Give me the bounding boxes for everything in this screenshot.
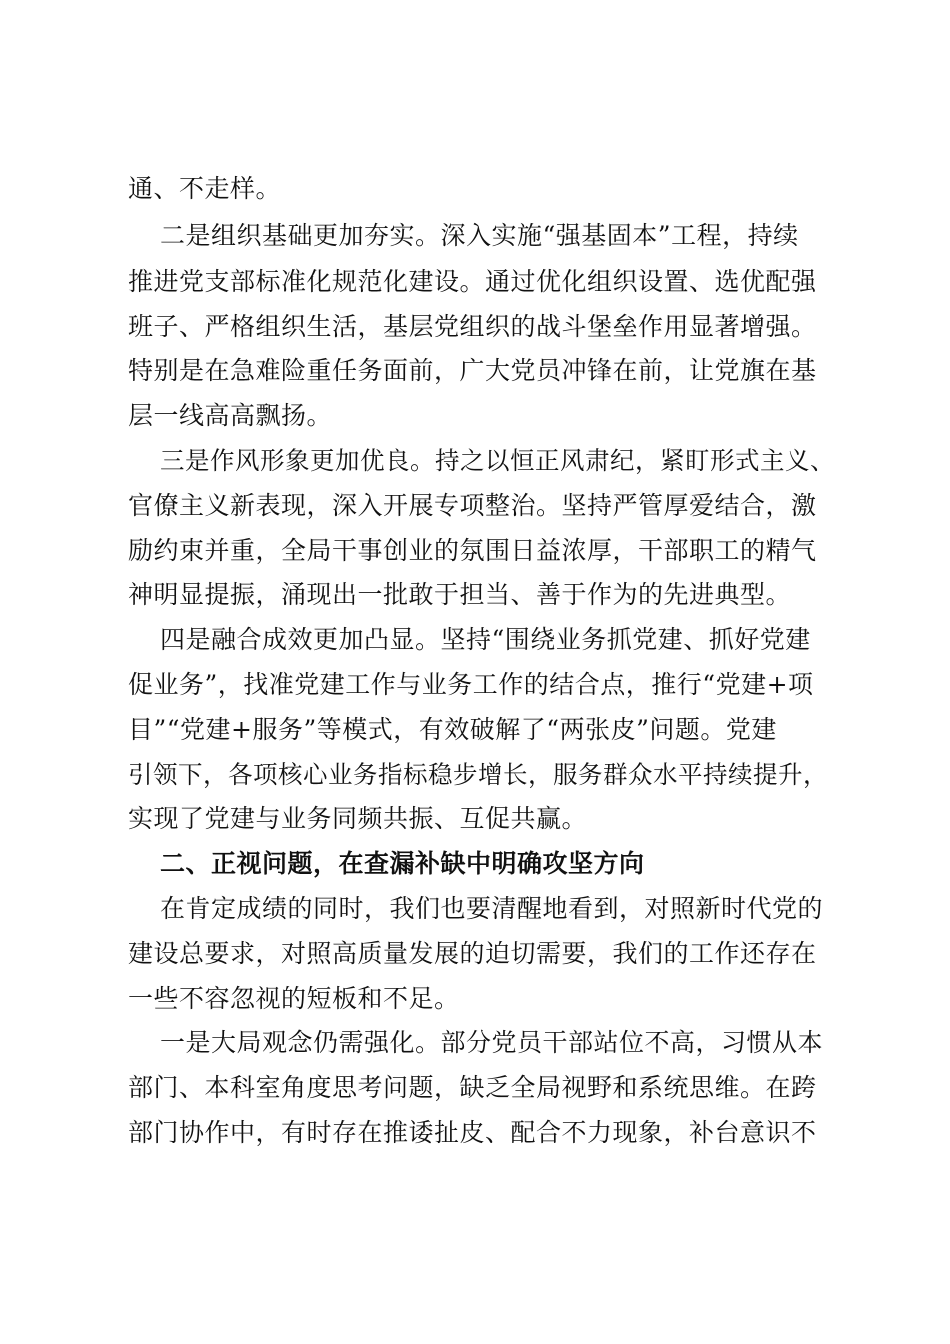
text-line: 班子、严格组织生活，基层党组织的战斗堡垒作用显著增强。: [128, 312, 817, 341]
text-line: 层一线高高飘扬。: [128, 401, 333, 430]
text-line: 部门协作中，有时存在推诿扯皮、配合不力现象，补台意识不: [128, 1118, 817, 1147]
text-line: 促业务”，找准党建工作与业务工作的结合点，推行“党建+项: [128, 670, 814, 699]
text-line: 部门、本科室角度思考问题，缺乏全局视野和系统思维。在跨: [128, 1073, 817, 1102]
text-line: 特别是在急难险重任务面前，广大党员冲锋在前，让党旗在基: [128, 356, 817, 385]
text-line: 实现了党建与业务同频共振、互促共赢。: [128, 804, 588, 833]
paragraph-start: 二是组织基础更加夯实。深入实施“强基固本”工程，持续: [160, 221, 799, 250]
text-line: 通、不走样。: [128, 174, 282, 203]
section-heading: 二、正视问题，在查漏补缺中明确攻坚方向: [160, 849, 645, 878]
paragraph-start: 一是大局观念仍需强化。部分党员干部站位不高，习惯从本: [160, 1028, 824, 1057]
text-line: 推进党支部标准化规范化建设。通过优化组织设置、选优配强: [128, 267, 817, 296]
paragraph-start: 在肯定成绩的同时，我们也要清醒地看到，对照新时代党的: [160, 894, 824, 923]
text-line: 官僚主义新表现，深入开展专项整治。坚持严管厚爱结合，激: [128, 491, 817, 520]
paragraph-start: 四是融合成效更加凸显。坚持“围绕业务抓党建、抓好党建: [160, 625, 811, 654]
text-line: 一些不容忽视的短板和不足。: [128, 984, 460, 1013]
text-line: 神明显提振，涌现出一批敢于担当、善于作为的先进典型。: [128, 580, 792, 609]
text-line: 建设总要求，对照高质量发展的迫切需要，我们的工作还存在: [128, 939, 817, 968]
paragraph-start: 三是作风形象更加优良。持之以恒正风肃纪，紧盯形式主义、: [160, 446, 835, 475]
text-line: 目”“党建+服务”等模式，有效破解了“两张皮”问题。党建: [128, 715, 777, 744]
text-line: 励约束并重，全局干事创业的氛围日益浓厚，干部职工的精气: [128, 536, 817, 565]
text-line: 引领下，各项核心业务指标稳步增长，服务群众水平持续提升，: [128, 760, 828, 789]
